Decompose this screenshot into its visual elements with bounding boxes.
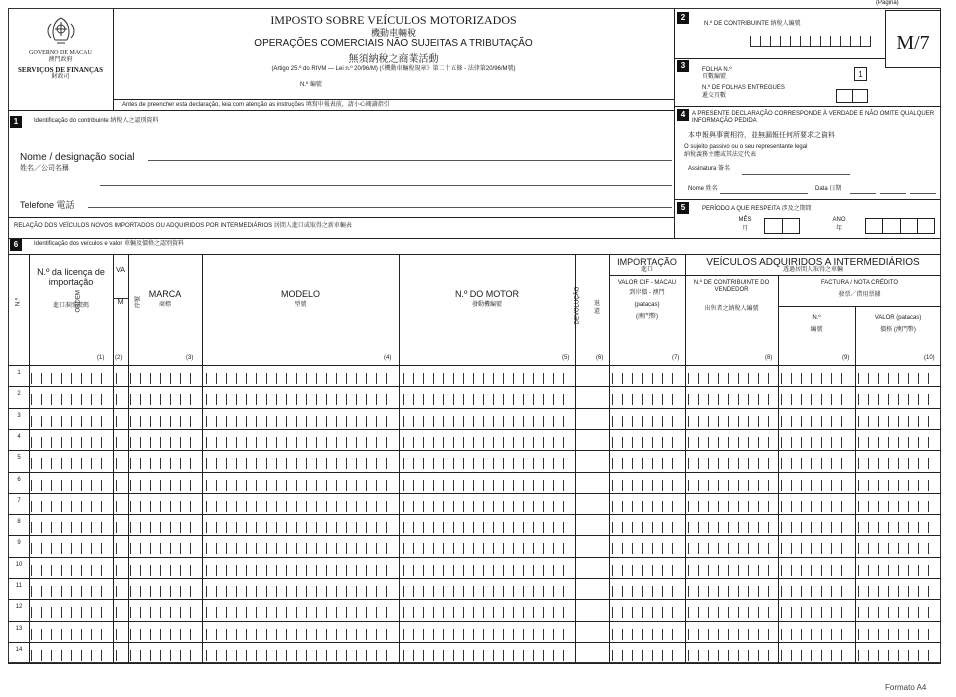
- sujeito-zh: 納稅義務主體或其法定代表: [684, 152, 757, 158]
- row-cell-input[interactable]: [206, 437, 395, 448]
- nome-field[interactable]: [148, 160, 672, 161]
- title-pt: IMPOSTO SOBRE VEÍCULOS MOTORIZADOS: [270, 13, 517, 27]
- row-divider: [8, 386, 941, 387]
- legal-ref: (Artigo 25.º do RIVM — Lei n.º 20/96/M) (《機動車輛稅規章》第二十五條 - 法律第20/96/M號): [271, 66, 516, 72]
- row-divider: [8, 621, 941, 622]
- data-month-field[interactable]: [880, 193, 906, 194]
- row-divider: [8, 663, 941, 664]
- row-cell-input[interactable]: [31, 629, 109, 640]
- row-cell-input[interactable]: [612, 629, 681, 640]
- row-divider: [8, 408, 941, 409]
- row-cell-input[interactable]: [403, 650, 571, 661]
- section-6-badge: 6: [10, 239, 22, 251]
- row-cell-input[interactable]: [612, 394, 681, 405]
- row-cell-input[interactable]: [612, 437, 681, 448]
- row-cell-input[interactable]: [612, 565, 681, 576]
- mes-label: MÊS: [738, 217, 752, 223]
- sujeito-pt: O sujeito passivo ou o seu representante legal: [684, 144, 808, 150]
- row-divider: [8, 642, 941, 643]
- row-cell-input[interactable]: [403, 629, 571, 640]
- row-va-field[interactable]: [116, 565, 126, 576]
- nome-sig-field[interactable]: [720, 193, 808, 194]
- col-modelo-zh: 型號: [294, 302, 307, 308]
- row-cell-input[interactable]: [130, 586, 198, 597]
- row-cell-input[interactable]: [688, 565, 774, 576]
- row-cell-input[interactable]: [403, 373, 571, 384]
- row-cell-input[interactable]: [612, 458, 681, 469]
- row-cell-input[interactable]: [403, 458, 571, 469]
- row-cell-input[interactable]: [206, 416, 395, 427]
- row-cell-input[interactable]: [781, 607, 851, 618]
- ano-label: ANO: [832, 217, 846, 223]
- col-marca: MARCA: [148, 289, 182, 299]
- row-cell-input[interactable]: [31, 543, 109, 554]
- row-cell-input[interactable]: [781, 480, 851, 491]
- row-cell-input[interactable]: [130, 373, 198, 384]
- footer-format: Formato A4: [885, 683, 927, 692]
- telefone-label: Telefone 電話: [20, 200, 75, 210]
- row-cell-input[interactable]: [781, 437, 851, 448]
- colnum-8: (8): [765, 355, 773, 361]
- relacao-title: RELAÇÃO DOS VEÍCULOS NOVOS IMPORTADOS OU ADQUIRIDOS POR INTERMEDIÁRIOS 居間人進口或取得之新車輛表: [14, 223, 352, 229]
- row-cell-input[interactable]: [206, 565, 395, 576]
- row-cell-input[interactable]: [130, 607, 198, 618]
- row-cell-input[interactable]: [130, 416, 198, 427]
- col-licenca: N.º da licença de importação: [37, 267, 105, 287]
- gov-name-zh: 澳門政府: [48, 57, 73, 63]
- row-cell-input[interactable]: [781, 394, 851, 405]
- declaration-pt: A PRESENTE DECLARAÇÃO CORRESPONDE À VERDADE E NÃO OMITE QUALQUER INFORMAÇÃO PEDIDA: [692, 111, 935, 124]
- row-cell-input[interactable]: [612, 480, 681, 491]
- declaration-zh: 本申報與事實相符，並無漏報任何所要求之資料: [688, 132, 835, 139]
- row-cell-input[interactable]: [130, 437, 198, 448]
- dept-name-pt: SERVIÇOS DE FINANÇAS: [18, 66, 103, 74]
- row-va-field[interactable]: [116, 416, 126, 427]
- row-cell-input[interactable]: [688, 416, 774, 427]
- row-number: 5: [17, 455, 21, 462]
- col-devolucao: DEVOLUÇÃO: [574, 286, 581, 325]
- row-cell-input[interactable]: [688, 522, 774, 533]
- row-cell-input[interactable]: [688, 629, 774, 640]
- col-motor-zh: 發動機編號: [471, 302, 502, 308]
- col-factura: FACTURA / NOTA CRÉDITO: [820, 280, 899, 286]
- entregues-label: N.º DE FOLHAS ENTREGUES: [702, 85, 785, 91]
- ano-label-zh: 年: [835, 226, 842, 232]
- row-cell-input[interactable]: [31, 607, 109, 618]
- subtitle-pt: OPERAÇÕES COMERCIAIS NÃO SUJEITAS A TRIBUTAÇÃO: [254, 38, 533, 49]
- col-importacao-zh: 進口: [640, 267, 653, 273]
- subtitle-zh: 無須納稅之商業活動: [348, 54, 439, 65]
- row-va-field[interactable]: [116, 480, 126, 491]
- row-cell-input[interactable]: [31, 522, 109, 533]
- colnum-4: (4): [384, 355, 392, 361]
- row-cell-input[interactable]: [688, 373, 774, 384]
- colnum-5: (5): [562, 355, 570, 361]
- gov-logo-block: [8, 14, 113, 81]
- row-cell-input[interactable]: [403, 607, 571, 618]
- row-cell-input[interactable]: [688, 607, 774, 618]
- col-ordem: N.º ORDEM 序號: [15, 290, 142, 313]
- contribuinte-label: N.º DE CONTRIBUINTE 納稅人編號: [704, 21, 801, 27]
- section-1-label: Identificação do contribuinte 納稅人之認別資料: [34, 118, 159, 124]
- row-cell-input[interactable]: [206, 480, 395, 491]
- row-cell-input[interactable]: [781, 522, 851, 533]
- assinatura-field[interactable]: [742, 174, 850, 175]
- row-divider: [8, 535, 941, 536]
- row-va-field[interactable]: [116, 543, 126, 554]
- row-cell-input[interactable]: [688, 501, 774, 512]
- col-adquiridos-zh: 透過居間人取得之車輛: [782, 267, 843, 273]
- col-m: M: [113, 298, 128, 306]
- col-adquiridos: VEÍCULOS ADQUIRIDOS A INTERMEDIÁRIOS: [706, 257, 920, 268]
- row-number: 9: [17, 540, 21, 547]
- col-factura-zh: 發票／借用票據: [838, 292, 881, 298]
- row-va-field[interactable]: [116, 650, 126, 661]
- row-cell-input[interactable]: [688, 458, 774, 469]
- row-divider: [8, 493, 941, 494]
- col-factura-valor-zh: 價格 (澳門幣): [880, 327, 916, 333]
- row-cell-input[interactable]: [858, 437, 937, 448]
- row-cell-input[interactable]: [31, 480, 109, 491]
- row-cell-input[interactable]: [858, 501, 937, 512]
- row-number: 1: [17, 370, 21, 376]
- section-4-badge: 4: [677, 109, 689, 121]
- row-va-field[interactable]: [116, 522, 126, 533]
- row-cell-input[interactable]: [130, 501, 198, 512]
- row-number: 8: [17, 519, 21, 526]
- row-cell-input[interactable]: [403, 501, 571, 512]
- row-cell-input[interactable]: [781, 543, 851, 554]
- row-cell-input[interactable]: [130, 394, 198, 405]
- data-day-field[interactable]: [850, 193, 876, 194]
- data-label: Data 日期: [815, 186, 842, 192]
- row-va-field[interactable]: [116, 458, 126, 469]
- row-divider: [8, 599, 941, 600]
- row-number: 11: [15, 583, 23, 589]
- row-cell-input[interactable]: [206, 522, 395, 533]
- row-divider: [8, 557, 941, 558]
- folha-number-field[interactable]: 1: [854, 67, 867, 81]
- row-cell-input[interactable]: [403, 543, 571, 554]
- col-factura-num-zh: 編號: [810, 327, 823, 333]
- colnum-7: (7): [672, 355, 680, 361]
- row-va-field[interactable]: [116, 373, 126, 384]
- page-marker: (Página): [876, 0, 899, 6]
- row-cell-input[interactable]: [612, 607, 681, 618]
- row-cell-input[interactable]: [612, 522, 681, 533]
- title-zh: 機動車輛稅: [370, 28, 416, 38]
- row-cell-input[interactable]: [858, 565, 937, 576]
- nome-field-line2[interactable]: [100, 185, 672, 186]
- row-number: 6: [17, 476, 21, 483]
- row-number: 10: [15, 561, 23, 568]
- row-cell-input[interactable]: [130, 480, 198, 491]
- row-number: 3: [17, 412, 21, 419]
- row-va-field[interactable]: [116, 586, 126, 597]
- row-cell-input[interactable]: [130, 543, 198, 554]
- row-cell-input[interactable]: [858, 458, 937, 469]
- row-cell-input[interactable]: [31, 586, 109, 597]
- colnum-1: (1): [97, 355, 105, 361]
- row-cell-input[interactable]: [688, 394, 774, 405]
- col-motor: N.º DO MOTOR: [454, 289, 520, 299]
- row-cell-input[interactable]: [31, 501, 109, 512]
- colnum-6: (6): [596, 355, 604, 361]
- row-cell-input[interactable]: [781, 629, 851, 640]
- row-cell-input[interactable]: [31, 416, 109, 427]
- row-cell-input[interactable]: [858, 543, 937, 554]
- entregues-label-zh: 遞交頁數: [702, 93, 727, 99]
- row-cell-input[interactable]: [403, 565, 571, 576]
- colnum-2: (2): [115, 355, 123, 361]
- row-cell-input[interactable]: [31, 373, 109, 384]
- row-cell-input[interactable]: [858, 416, 937, 427]
- row-cell-input[interactable]: [206, 394, 395, 405]
- periodo-label: PERÍODO A QUE RESPEITA 涉及之期間: [702, 206, 812, 212]
- data-year-field[interactable]: [910, 193, 936, 194]
- row-va-field[interactable]: [116, 501, 126, 512]
- macau-emblem-icon: [43, 14, 79, 46]
- gov-name-pt: GOVERNO DE MACAU: [29, 50, 92, 56]
- row-cell-input[interactable]: [31, 394, 109, 405]
- col-importacao: IMPORTAÇÃO: [617, 257, 677, 267]
- row-va-field[interactable]: [116, 394, 126, 405]
- telefone-field[interactable]: [88, 207, 672, 208]
- row-cell-input[interactable]: [31, 565, 109, 576]
- row-cell-input[interactable]: [781, 565, 851, 576]
- col-va: VA: [116, 267, 125, 274]
- folha-label: FOLHA N.º: [702, 67, 732, 73]
- row-va-field[interactable]: [116, 607, 126, 618]
- row-divider: [8, 429, 941, 430]
- nome-label-zh: 姓名／公司名稱: [20, 165, 69, 172]
- row-cell-input[interactable]: [206, 458, 395, 469]
- row-cell-input[interactable]: [612, 650, 681, 661]
- row-cell-input[interactable]: [206, 607, 395, 618]
- row-cell-input[interactable]: [31, 437, 109, 448]
- row-cell-input[interactable]: [130, 565, 198, 576]
- col-vendedor: N.º DE CONTRIBUINTE DO VENDEDOR: [693, 280, 770, 293]
- col-devolucao-zh: 退還: [594, 301, 601, 315]
- row-va-field[interactable]: [116, 629, 126, 640]
- row-cell-input[interactable]: [858, 650, 937, 661]
- row-cell-input[interactable]: [688, 586, 774, 597]
- row-cell-input[interactable]: [206, 650, 395, 661]
- row-cell-input[interactable]: [206, 373, 395, 384]
- row-cell-input[interactable]: [612, 373, 681, 384]
- row-cell-input[interactable]: [781, 458, 851, 469]
- row-divider: [8, 514, 941, 515]
- row-cell-input[interactable]: [31, 650, 109, 661]
- row-cell-input[interactable]: [688, 480, 774, 491]
- row-cell-input[interactable]: [403, 522, 571, 533]
- row-cell-input[interactable]: [130, 629, 198, 640]
- row-cell-input[interactable]: [858, 373, 937, 384]
- row-cell-input[interactable]: [781, 650, 851, 661]
- dept-name-zh: 財政司: [51, 74, 70, 80]
- section-6-label: Identificação dos veículos e valor 車輛及價格之認別資料: [34, 241, 185, 247]
- row-cell-input[interactable]: [403, 586, 571, 597]
- row-cell-input[interactable]: [31, 458, 109, 469]
- colnum-10: (10): [924, 355, 935, 361]
- row-number: 2: [17, 391, 21, 398]
- col-cif-patacas-zh: (澳門幣): [636, 314, 658, 320]
- section-5-badge: 5: [677, 202, 689, 214]
- row-cell-input[interactable]: [781, 416, 851, 427]
- row-cell-input[interactable]: [858, 394, 937, 405]
- row-cell-input[interactable]: [130, 522, 198, 533]
- row-number: 7: [17, 497, 21, 504]
- row-number: 13: [15, 625, 23, 632]
- mes-label-zh: 月: [741, 226, 748, 232]
- row-cell-input[interactable]: [612, 586, 681, 597]
- row-cell-input[interactable]: [781, 586, 851, 597]
- row-cell-input[interactable]: [206, 629, 395, 640]
- nome-label: Nome / designação social: [20, 152, 135, 163]
- row-number: 12: [15, 604, 23, 611]
- row-cell-input[interactable]: [206, 543, 395, 554]
- col-marca-zh: 商標: [158, 302, 171, 308]
- row-cell-input[interactable]: [858, 480, 937, 491]
- row-cell-input[interactable]: [403, 480, 571, 491]
- col-licenca-zh: 進口准照號碼: [52, 303, 89, 309]
- col-cif-zh: 到岸價 - 澳門: [629, 290, 665, 296]
- row-divider: [8, 450, 941, 451]
- row-cell-input[interactable]: [403, 394, 571, 405]
- col-cif-patacas: (patacas): [634, 302, 660, 308]
- row-cell-input[interactable]: [858, 586, 937, 597]
- row-divider: [8, 472, 941, 473]
- row-cell-input[interactable]: [612, 543, 681, 554]
- col-factura-valor: VALOR (patacas): [874, 315, 922, 321]
- row-va-field[interactable]: [116, 437, 126, 448]
- row-divider: [8, 578, 941, 579]
- colnum-9: (9): [842, 355, 850, 361]
- assinatura-label: Assinatura 簽名: [688, 166, 731, 172]
- col-cif: VALOR CIF - MACAU: [617, 280, 677, 286]
- row-cell-input[interactable]: [206, 586, 395, 597]
- row-cell-input[interactable]: [858, 607, 937, 618]
- row-cell-input[interactable]: [781, 373, 851, 384]
- section-3-badge: 3: [677, 60, 689, 72]
- colnum-3: (3): [186, 355, 194, 361]
- row-cell-input[interactable]: [403, 416, 571, 427]
- form-code: M/7: [896, 32, 930, 54]
- nome-sig-label: Nome 姓名: [688, 186, 718, 192]
- row-cell-input[interactable]: [612, 501, 681, 512]
- row-cell-input[interactable]: [612, 416, 681, 427]
- row-cell-input[interactable]: [130, 650, 198, 661]
- row-cell-input[interactable]: [858, 629, 937, 640]
- row-cell-input[interactable]: [858, 522, 937, 533]
- row-cell-input[interactable]: [688, 650, 774, 661]
- folha-label-zh: 頁數編號: [702, 74, 727, 80]
- row-number: 4: [17, 433, 21, 440]
- section-2-badge: 2: [677, 12, 689, 24]
- row-cell-input[interactable]: [206, 501, 395, 512]
- col-vendedor-zh: 出售者之納稅人編號: [704, 306, 759, 312]
- contribuinte-number-field[interactable]: [750, 36, 871, 47]
- col-modelo: MODELO: [280, 289, 320, 299]
- row-number: 14: [15, 646, 23, 653]
- instructions-note: Antes de preencher esta declaração, leia com atenção as instruções 填寫申報表前，請小心閱讀指引: [122, 102, 390, 108]
- row-cell-input[interactable]: [688, 543, 774, 554]
- row-cell-input[interactable]: [130, 458, 198, 469]
- section-1-badge: 1: [10, 116, 22, 128]
- num-label: N.º 編號: [300, 82, 322, 88]
- row-cell-input[interactable]: [781, 501, 851, 512]
- col-factura-num: N.º: [812, 315, 821, 321]
- row-cell-input[interactable]: [403, 437, 571, 448]
- row-cell-input[interactable]: [688, 437, 774, 448]
